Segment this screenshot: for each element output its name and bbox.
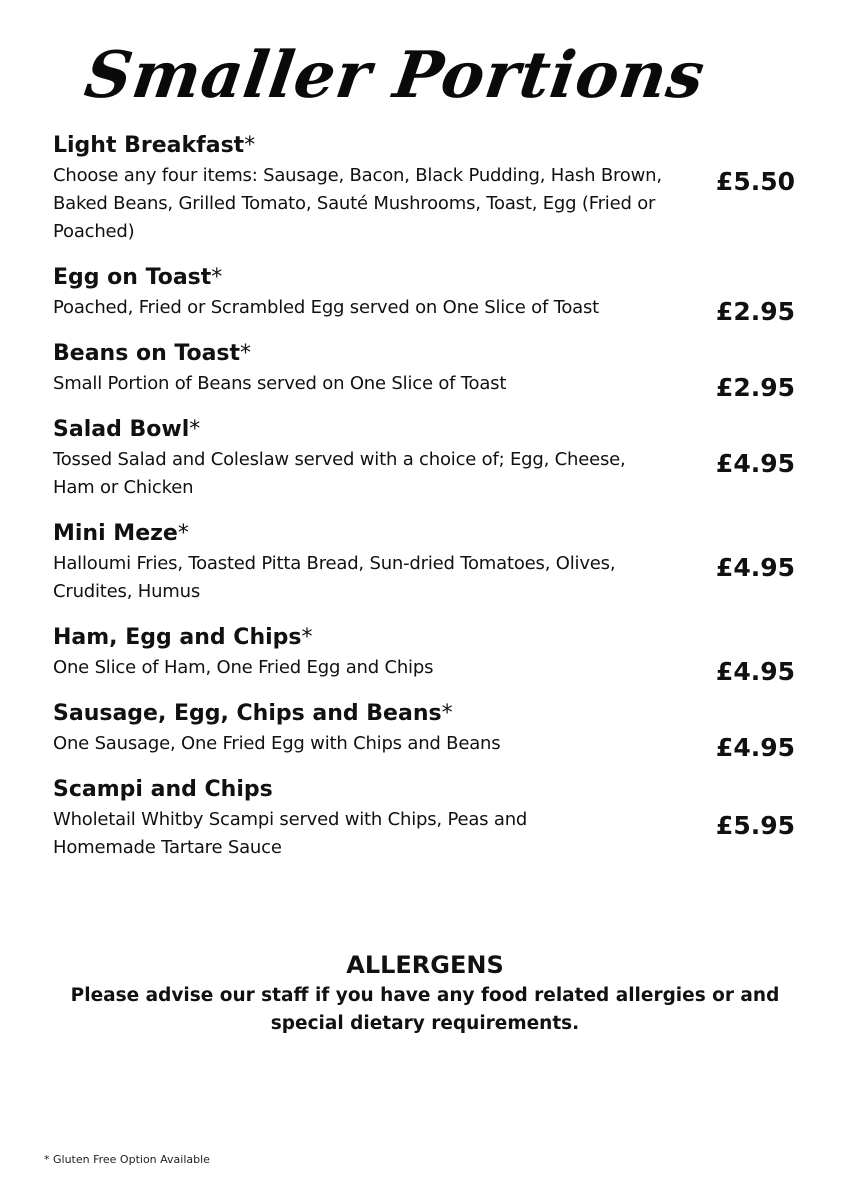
item-name: [53, 338, 803, 370]
item-description: Poached, Fried or Scrambled Egg served on One Slice of Toast: [53, 297, 600, 318]
gluten-free-marker: *: [177, 521, 189, 546]
item-description: Halloumi Fries, Toasted Pitta Bread, Sun-dried Tomatoes, Olives, Crudites, Humus: [53, 553, 616, 602]
gluten-free-footnote: * Gluten Free Option Available: [44, 1153, 210, 1166]
gluten-free-marker: *: [240, 341, 252, 366]
item-price: £4.95: [715, 449, 795, 478]
item-price: £5.95: [715, 811, 795, 840]
item-name-text: Light Breakfast: [53, 133, 245, 158]
item-price: £4.95: [715, 733, 795, 762]
item-price: £4.95: [715, 553, 795, 582]
allergens-text: Please advise our staff if you have any food related allergies or and special dietary requirements.: [70, 985, 780, 1034]
page-title: Smaller Portions: [80, 38, 710, 113]
item-name: [53, 622, 803, 654]
gluten-free-marker: *: [189, 417, 201, 442]
item-name-text: Beans on Toast: [53, 341, 241, 366]
item-description: Choose any four items: Sausage, Bacon, Black Pudding, Hash Brown, Baked Beans, Grilled Tomato, Sauté Mushrooms, Toast, Egg (Fried or Poached): [53, 165, 662, 242]
item-description: One Sausage, One Fried Egg with Chips and Beans: [53, 733, 501, 754]
menu-item-scampi-chips: [53, 774, 803, 862]
item-price: £5.50: [715, 167, 795, 196]
item-name: [53, 262, 803, 294]
menu-item-beans-on-toast: [53, 338, 803, 402]
item-price: £2.95: [715, 373, 795, 402]
menu-item-mini-meze: [53, 518, 803, 606]
item-name-text: Mini Meze: [53, 521, 178, 546]
gluten-free-marker: *: [301, 625, 313, 650]
item-name: [53, 774, 803, 806]
menu-item-sausage-egg-chips-beans: [53, 698, 803, 762]
menu-item-ham-egg-chips: [53, 622, 803, 686]
item-name: [53, 698, 803, 730]
allergens-heading: ALLERGENS: [346, 951, 504, 979]
item-name-text: Sausage, Egg, Chips and Beans: [53, 701, 442, 726]
menu-item-salad-bowl: [53, 414, 803, 502]
item-name: [53, 130, 803, 162]
item-description: Small Portion of Beans served on One Slice of Toast: [53, 373, 507, 394]
item-description: Wholetail Whitby Scampi served with Chips, Peas and Homemade Tartare Sauce: [53, 809, 528, 858]
item-price: £2.95: [715, 297, 795, 326]
item-name-text: Scampi and Chips: [53, 777, 273, 802]
item-name-text: Ham, Egg and Chips: [53, 625, 302, 650]
item-name-text: Salad Bowl: [53, 417, 190, 442]
gluten-free-marker: *: [441, 701, 453, 726]
allergens-notice: [30, 948, 820, 1038]
item-name: [53, 518, 803, 550]
gluten-free-marker: *: [211, 265, 223, 290]
gluten-free-marker: *: [244, 133, 256, 158]
item-name-text: Egg on Toast: [53, 265, 212, 290]
item-description: One Slice of Ham, One Fried Egg and Chips: [53, 657, 434, 678]
menu-list: [53, 130, 803, 878]
menu-item-light-breakfast: [53, 130, 803, 246]
item-name: [53, 414, 803, 446]
menu-item-egg-on-toast: [53, 262, 803, 326]
item-price: £4.95: [715, 657, 795, 686]
item-description: Tossed Salad and Coleslaw served with a choice of; Egg, Cheese, Ham or Chicken: [53, 449, 626, 498]
